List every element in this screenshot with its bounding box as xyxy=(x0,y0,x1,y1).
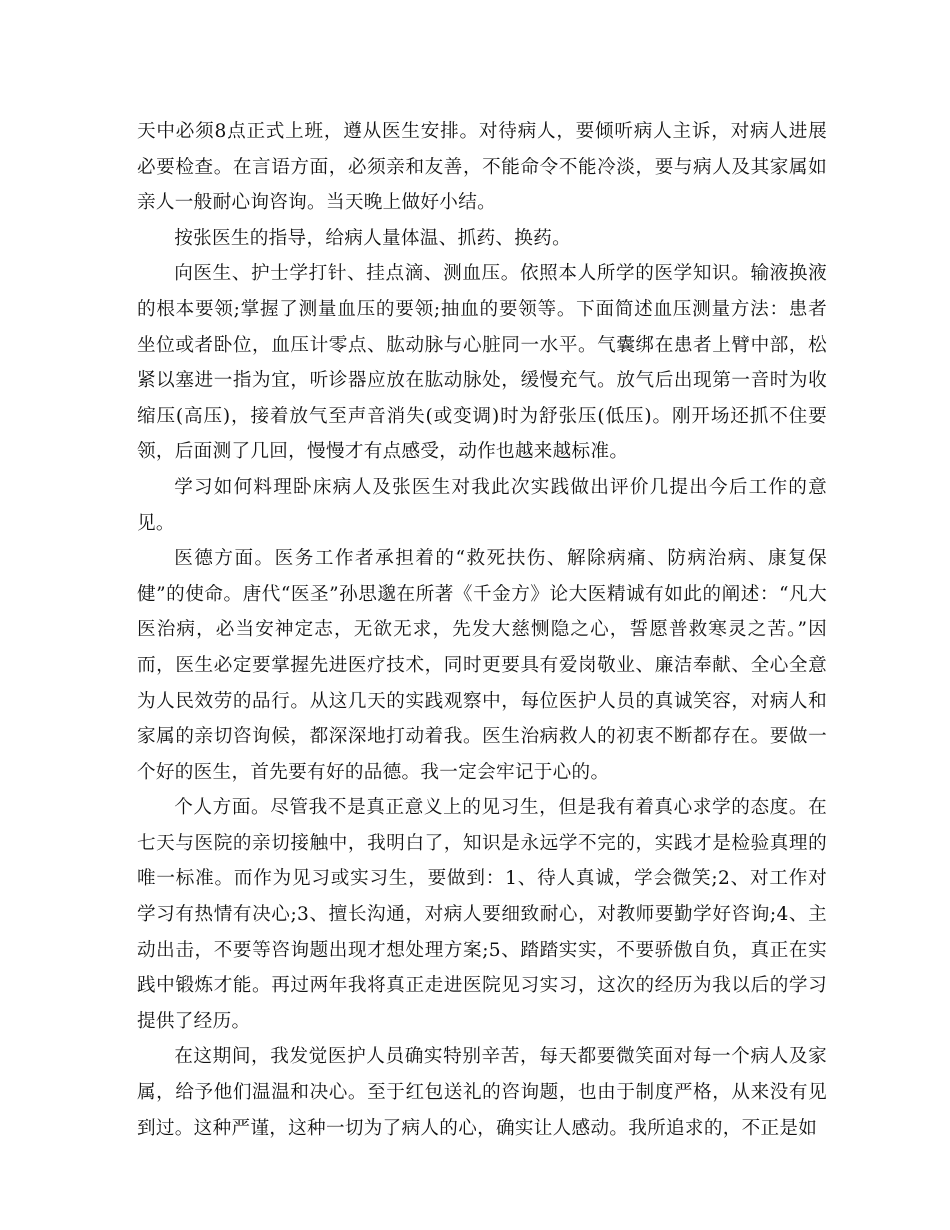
paragraph-medical-ethics: 医德方面。医务工作者承担着的“救死扶伤、解除病痛、防病治病、康复保健”的使命。唐代“医圣”孙思邈在所著《千金方》论大医精诚有如此的阐述：“凡大医治病，必当安神定志，无欲无求，先发大慈恻隐之心，誓愿普救寒灵之苦。”因而，医生必定要掌握先进医疗技术，同时更要具有爱岗敬业、廉洁奉献、全心全意为人民效劳的品行。从这几天的实践观察中，每位医护人员的真诚笑容，对病人和家属的亲切咨询候，都深深地打动着我。医生治病救人的初衷不断都存在。要做一个好的医生，首先要有好的品德。我一定会牢记于心的。 xyxy=(137,548,827,783)
paragraph-blood-pressure: 向医生、护士学打针、挂点滴、测血压。依照本人所学的医学知识。输液换液的根本要领;掌握了测量血压的要领;抽血的要领等。下面简述血压测量方法：患者坐位或者卧位，血压计零点、肱动脉与心脏同一水平。气囊绑在患者上臂中部，松紧以塞进一指为宜，听诊器应放在肱动脉处，缓慢充气。放气后出现第一音时为收缩压(高压)，接着放气至声音消失(或变调)时为舒张压(低压)。刚开场还抓不住要领，后面测了几回，慢慢才有点感受，动作也越来越标准。 xyxy=(137,263,827,463)
paragraph-instruction: 按张医生的指导，给病人量体温、抓药、换药。 xyxy=(174,227,571,249)
paragraph-observation: 在这期间，我发觉医护人员确实特别辛苦，每天都要微笑面对每一个病人及家属，给予他们温温和决心。至于红包送礼的咨询题，也由于制度严格，从来没有见到过。这种严谨，这种一切为了病人的心，确实让人感动。我所追求的，不正是如 xyxy=(137,1046,827,1139)
paragraph-personal: 个人方面。尽管我不是真正意义上的见习生，但是我有着真心求学的态度。在七天与医院的亲切接触中，我明白了，知识是永远学不完的，实践才是检验真理的唯一标准。而作为见习或实习生，要做到：1、待人真诚，学会微笑;2、对工作对学习有热情有决心;3、擅长沟通，对病人要细致耐心，对教师要勤学好咨询;4、主动出击，不要等咨询题出现才想处理方案;5、踏踏实实，不要骄傲自负，真正在实践中锻炼才能。再过两年我将真正走进医院见习实习，这次的经历为我以后的学习提供了经历。 xyxy=(137,797,827,1032)
document-body xyxy=(137,114,827,1146)
paragraph-continuation: 天中必须8点正式上班，遵从医生安排。对待病人，要倾听病人主诉，对病人进展必要检查。在言语方面，必须亲和友善，不能命令不能冷淡，要与病人及其家属如亲人一般耐心询咨询。当天晚上做好小结。 xyxy=(137,121,827,214)
paragraph-bedridden-care: 学习如何料理卧床病人及张医生对我此次实践做出评价几提出今后工作的意见。 xyxy=(137,476,827,534)
